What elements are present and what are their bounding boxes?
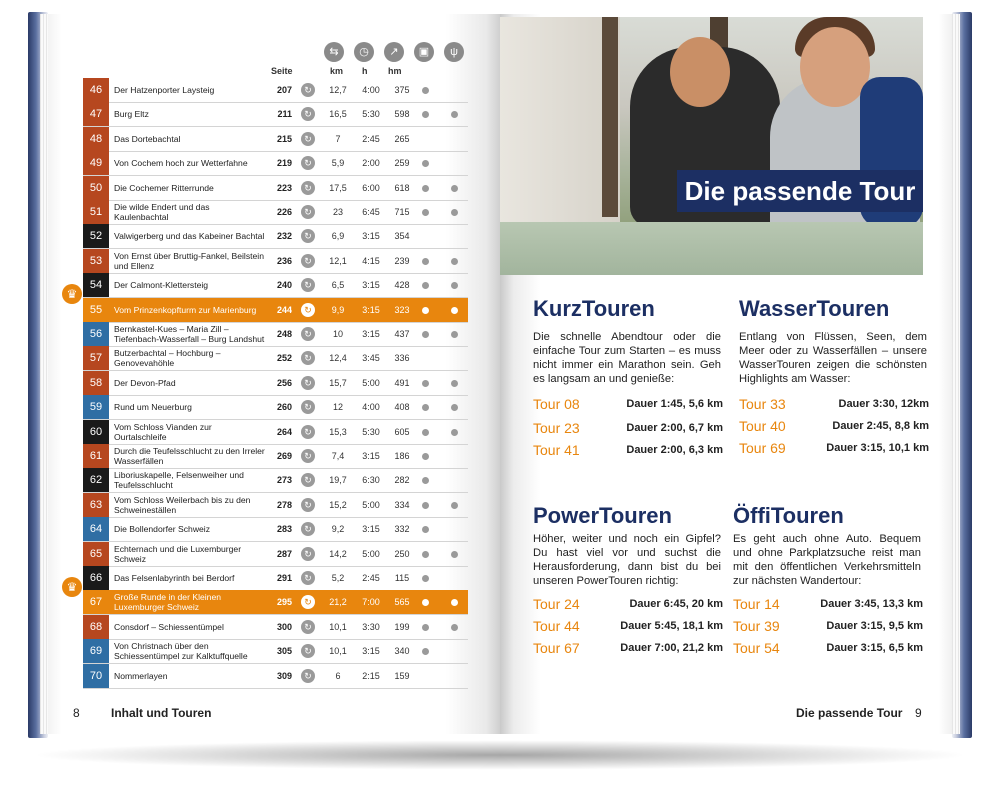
tour-page-number: 207 — [276, 85, 292, 95]
route-type-icon: ↻ — [301, 156, 315, 170]
route-type-icon: ↻ — [301, 376, 315, 390]
tour-name: Der Devon-Pfad — [114, 377, 176, 388]
tour-entry — [733, 596, 923, 616]
tour-entry — [733, 640, 923, 660]
tour-number-badge: 47 — [83, 102, 109, 126]
public-transport-dot — [422, 380, 429, 387]
tour-h: 2:45 — [362, 133, 380, 144]
tour-name: Vom Schloss Weilerbach bis zu den Schweineställen — [114, 494, 251, 515]
tour-row[interactable] — [83, 395, 468, 420]
restaurant-dot — [451, 111, 458, 118]
tour-hm: 265 — [394, 133, 410, 144]
tour-km: 14,2 — [329, 548, 347, 559]
route-type-icon: ↻ — [301, 303, 315, 317]
tour-hm: 332 — [394, 524, 410, 535]
tour-h: 3:15 — [362, 329, 380, 339]
tour-name: Große Runde in der Kleinen Luxemburger Schweiz — [114, 592, 222, 613]
tour-h: 3:15 — [362, 280, 380, 291]
tour-km: 15,2 — [329, 499, 347, 510]
col-header-h: h — [362, 66, 368, 76]
tour-km: 12 — [332, 402, 343, 413]
tour-duration: Dauer 3:15, 10,1 km — [826, 442, 929, 454]
tour-entry — [533, 442, 723, 462]
tour-number-badge: 63 — [83, 493, 109, 517]
tour-duration: Dauer 2:45, 8,8 km — [832, 420, 929, 432]
tour-km: 5,2 — [331, 573, 345, 583]
route-type-icon: ↻ — [301, 522, 315, 536]
tour-row[interactable] — [83, 517, 468, 542]
restaurant-dot — [451, 282, 458, 289]
tour-h: 2:45 — [362, 573, 380, 583]
tour-km: 12,1 — [329, 255, 347, 266]
tour-number-badge: 50 — [83, 176, 109, 200]
tour-hm: 605 — [394, 426, 410, 437]
tour-name: Die Bollendorfer Schweiz — [114, 524, 211, 535]
tour-km: 19,7 — [329, 475, 347, 486]
tour-h: 5:00 — [362, 548, 380, 559]
tour-name: Durch die Teufelsschlucht zu den Irreler Wasserfällen — [114, 446, 265, 466]
tour-number-badge: 59 — [83, 395, 109, 419]
tour-hm: 250 — [394, 548, 410, 559]
route-type-icon: ↻ — [301, 644, 315, 658]
route-type-icon: ↻ — [301, 254, 315, 268]
route-type-icon: ↻ — [301, 107, 315, 121]
tour-page-number: 256 — [276, 377, 292, 388]
public-transport-dot — [422, 526, 429, 533]
public-transport-dot — [422, 185, 429, 192]
tour-row[interactable] — [83, 176, 468, 201]
tour-km: 7,4 — [331, 451, 345, 461]
tour-hm: 186 — [394, 451, 410, 461]
right-page-number: 9 — [915, 706, 922, 720]
tour-page-number: 236 — [276, 255, 292, 266]
tour-page-number: 211 — [277, 109, 292, 120]
tour-hm: 408 — [394, 402, 410, 413]
tour-name: Der Calmont-Klettersteig — [114, 280, 209, 291]
tour-duration: Dauer 7:00, 21,2 km — [620, 642, 723, 654]
tour-duration: Dauer 3:30, 12km — [838, 398, 929, 410]
tour-name: Bernkastel-Kues – Maria Zill – Tiefenbach-Wasserfall – Burg Landshut — [114, 324, 265, 344]
tour-link[interactable]: Tour 24 — [533, 596, 580, 612]
tour-page-number: 244 — [276, 304, 292, 315]
route-type-icon: ↻ — [301, 83, 315, 97]
public-transport-dot — [422, 209, 429, 216]
route-type-icon: ↻ — [301, 132, 315, 146]
wassertouren-text: Entlang von Flüssen, Seen, dem Meer oder zu Wasserfällen – unsere WasserTouren zeigen die schönsten Highlights am Wasser: — [739, 331, 927, 385]
tour-h: 2:15 — [362, 670, 380, 681]
tour-row[interactable] — [83, 468, 468, 493]
public-transport-dot — [422, 258, 429, 265]
tour-duration: Dauer 3:15, 9,5 km — [826, 620, 923, 632]
tour-number-badge: 66 — [83, 566, 109, 590]
tour-number-badge: 62 — [83, 468, 109, 492]
route-type-icon: ↻ — [301, 620, 315, 634]
tour-row[interactable] — [83, 200, 468, 225]
tour-h: 4:00 — [362, 402, 380, 413]
col-header-hm: hm — [388, 66, 402, 76]
tour-page-number: 278 — [276, 499, 292, 510]
tour-name: Vom Prinzenkopfturm zur Marienburg — [114, 304, 257, 315]
tour-number-badge: 58 — [83, 371, 109, 395]
tour-number-badge: 51 — [83, 200, 109, 224]
tour-hm: 323 — [394, 304, 410, 315]
tour-hm: 334 — [394, 499, 410, 510]
clock-icon: ◷ — [354, 42, 374, 62]
hikers-photo — [500, 17, 923, 275]
tour-row[interactable] — [83, 78, 468, 103]
tour-row[interactable] — [83, 664, 468, 689]
tour-hm: 199 — [394, 621, 410, 632]
tour-duration: Dauer 3:45, 13,3 km — [820, 598, 923, 610]
tour-page-number: 252 — [276, 353, 292, 364]
tour-row[interactable] — [83, 346, 468, 371]
tour-row[interactable] — [83, 444, 468, 469]
tour-duration: Dauer 3:15, 6,5 km — [826, 642, 923, 654]
tour-hm: 565 — [394, 597, 410, 608]
restaurant-dot — [451, 185, 458, 192]
powertouren-title: PowerTouren — [533, 503, 672, 528]
tour-number-badge: 54 — [83, 273, 109, 297]
tour-row[interactable] — [83, 590, 468, 615]
tour-entry — [533, 618, 723, 638]
wassertouren-title: WasserTouren — [739, 296, 890, 321]
crown-icon: ♛ — [62, 577, 82, 597]
tour-row[interactable] — [83, 249, 468, 274]
tour-h: 3:15 — [362, 524, 380, 535]
tour-row[interactable] — [83, 615, 468, 640]
tour-name: Nommerlayen — [114, 670, 168, 681]
tour-name: Liboriuskapelle, Felsenweiher und Teufelsschlucht — [114, 470, 244, 491]
tour-link[interactable]: Tour 39 — [733, 618, 780, 634]
tour-link[interactable]: Tour 40 — [739, 418, 786, 434]
crown-icon: ♛ — [62, 284, 82, 304]
tour-duration: Dauer 2:00, 6,7 km — [626, 422, 723, 434]
route-type-icon: ↻ — [301, 425, 315, 439]
public-transport-dot — [422, 477, 429, 484]
route-type-icon: ↻ — [301, 595, 315, 609]
tour-page-number: 219 — [276, 158, 292, 169]
tour-name: Echternach und die Luxemburger Schweiz — [114, 543, 242, 564]
tour-hm: 715 — [394, 207, 410, 217]
right-footer-title: Die passende Tour — [796, 706, 903, 720]
tour-name: Das Dortebachtal — [114, 133, 181, 144]
restaurant-dot — [451, 551, 458, 558]
tour-km: 12,4 — [329, 353, 347, 364]
tour-number-badge: 48 — [83, 127, 109, 151]
tour-hm: 428 — [394, 280, 410, 291]
tour-duration: Dauer 1:45, 5,6 km — [626, 398, 723, 410]
tour-page-number: 273 — [276, 475, 292, 486]
tour-entry — [739, 440, 929, 460]
tour-entry — [533, 596, 723, 616]
tour-row[interactable] — [83, 298, 468, 323]
public-transport-dot — [422, 307, 429, 314]
tour-hm: 618 — [394, 182, 410, 193]
tour-row[interactable] — [83, 322, 468, 347]
tour-number-badge: 64 — [83, 517, 109, 541]
tour-hm: 437 — [394, 329, 410, 339]
tour-h: 6:45 — [362, 207, 380, 217]
tour-entry — [739, 418, 929, 438]
public-transport-dot — [422, 160, 429, 167]
public-transport-dot — [422, 282, 429, 289]
restaurant-dot — [451, 624, 458, 631]
photo-banner-title: Die passende Tour — [677, 170, 923, 212]
tour-name: Consdorf – Schiessentümpel — [114, 621, 224, 632]
restaurant-dot — [451, 331, 458, 338]
route-type-icon: ↻ — [301, 205, 315, 219]
public-transport-dot — [422, 551, 429, 558]
tour-link[interactable]: Tour 08 — [533, 396, 580, 412]
tour-name: Von Ernst über Bruttig-Fankel, Beilstein und Ellenz — [114, 250, 264, 271]
tour-entry — [533, 420, 723, 440]
powertouren-text: Höher, weiter und noch ein Gipfel? Du hast viel vor und suchst die Herausforderung, dann bist du bei unseren PowerTouren richtig: — [533, 533, 721, 587]
tour-hm: 491 — [394, 377, 410, 388]
tour-entry — [739, 396, 929, 416]
tour-km: 6,5 — [331, 280, 345, 291]
route-type-icon: ↻ — [301, 669, 315, 683]
tour-number-badge: 52 — [83, 224, 109, 248]
tour-duration: Dauer 2:00, 6,3 km — [626, 444, 723, 456]
kurztouren-text: Die schnelle Abendtour oder die einfache Tour zum Starten – es muss nicht immer ein Marathon sein. Geh es langsam an und genieße: — [533, 331, 721, 385]
tour-h: 5:00 — [362, 377, 380, 388]
tour-hm: 259 — [394, 158, 410, 169]
route-type-icon: ↻ — [301, 229, 315, 243]
tour-number-badge: 69 — [83, 639, 109, 663]
start-sign-icon: ⇆ — [324, 42, 344, 62]
route-type-icon: ↻ — [301, 547, 315, 561]
restaurant-dot — [451, 380, 458, 387]
tour-km: 17,5 — [329, 182, 347, 193]
restaurant-dot — [451, 307, 458, 314]
tour-hm: 340 — [394, 646, 410, 657]
tour-km: 10 — [332, 329, 343, 339]
tour-h: 3:15 — [362, 451, 380, 461]
tour-page-number: 215 — [276, 133, 292, 144]
tour-hm: 282 — [394, 475, 410, 486]
tour-h: 6:30 — [362, 475, 380, 486]
public-transport-dot — [422, 575, 429, 582]
tour-link[interactable]: Tour 14 — [733, 596, 780, 612]
tour-row[interactable] — [83, 273, 468, 298]
tour-name: Rund um Neuerburg — [114, 402, 192, 413]
tour-number-badge: 55 — [83, 298, 109, 322]
tour-number-badge: 57 — [83, 346, 109, 370]
tour-name: Das Felsenlabyrinth bei Berdorf — [114, 573, 235, 583]
tour-hm: 239 — [394, 255, 410, 266]
altitude-icon: ↗ — [384, 42, 404, 62]
tour-km: 15,3 — [329, 426, 347, 437]
left-footer-title: Inhalt und Touren — [111, 706, 212, 720]
route-type-icon: ↻ — [301, 498, 315, 512]
tour-row[interactable] — [83, 371, 468, 396]
public-transport-dot — [422, 502, 429, 509]
tour-link[interactable]: Tour 41 — [533, 442, 580, 458]
tour-row[interactable] — [83, 127, 468, 152]
tour-page-number: 248 — [276, 329, 292, 339]
tour-name: Burg Eltz — [114, 109, 149, 120]
tour-page-number: 283 — [276, 524, 292, 535]
tour-hm: 159 — [394, 670, 410, 681]
tour-page-number: 287 — [276, 548, 292, 559]
bus-icon: ▣ — [414, 42, 434, 62]
route-type-icon: ↻ — [301, 473, 315, 487]
tour-row[interactable] — [83, 493, 468, 518]
tour-h: 3:15 — [362, 646, 380, 657]
tour-h: 3:15 — [362, 304, 380, 315]
tour-entry — [733, 618, 923, 638]
tour-row[interactable] — [83, 151, 468, 176]
tour-km: 12,7 — [329, 85, 347, 95]
tour-km: 16,5 — [329, 109, 347, 120]
tour-h: 6:00 — [362, 182, 380, 193]
tour-name: Vom Schloss Vianden zur Ourtalschleife — [114, 421, 212, 442]
tour-link[interactable]: Tour 67 — [533, 640, 580, 656]
tour-name: Butzerbachtal – Hochburg – Genovevahöhle — [114, 348, 221, 369]
tour-hm: 354 — [394, 231, 410, 242]
tour-hm: 598 — [394, 109, 410, 120]
col-header-km: km — [330, 66, 344, 76]
tour-number-badge: 60 — [83, 420, 109, 444]
tour-km: 10,1 — [329, 646, 347, 657]
tour-km: 10,1 — [329, 621, 347, 632]
tour-name: Der Hatzenporter Laysteig — [114, 85, 215, 95]
tour-h: 3:15 — [362, 231, 380, 242]
public-transport-dot — [422, 624, 429, 631]
public-transport-dot — [422, 599, 429, 606]
tour-row[interactable] — [83, 102, 468, 127]
tour-number-badge: 61 — [83, 444, 109, 468]
left-page-number: 8 — [73, 706, 80, 720]
tour-page-number: 232 — [276, 231, 292, 242]
tour-name: Von Christnach über den Schiessentümpel zur Kalktuffquelle — [114, 641, 248, 662]
public-transport-dot — [422, 453, 429, 460]
tour-link[interactable]: Tour 69 — [739, 440, 786, 456]
route-type-icon: ↻ — [301, 351, 315, 365]
tour-km: 7 — [335, 133, 341, 144]
tour-name: Valwigerberg und das Kabeiner Bachtal — [114, 231, 265, 242]
book-shadow — [30, 740, 970, 770]
tour-page-number: 291 — [276, 573, 292, 583]
public-transport-dot — [422, 429, 429, 436]
public-transport-dot — [422, 111, 429, 118]
restaurant-dot — [451, 429, 458, 436]
tour-km: 9,9 — [331, 304, 345, 315]
route-type-icon: ↻ — [301, 400, 315, 414]
route-type-icon: ↻ — [301, 278, 315, 292]
tour-row[interactable] — [83, 566, 468, 591]
restaurant-dot — [451, 404, 458, 411]
tour-number-badge: 68 — [83, 615, 109, 639]
tour-row[interactable] — [83, 542, 468, 567]
tour-km: 6 — [335, 670, 341, 681]
tour-h: 2:00 — [362, 158, 380, 169]
tour-link[interactable]: Tour 44 — [533, 618, 580, 634]
tour-km: 15,7 — [329, 377, 347, 388]
oeffitouren-title: ÖffiTouren — [733, 503, 844, 528]
tour-h: 4:00 — [362, 85, 380, 95]
tour-page-number: 305 — [276, 646, 292, 657]
tour-h: 4:15 — [362, 255, 380, 266]
tour-km: 6,9 — [331, 231, 345, 242]
route-type-icon: ↻ — [301, 449, 315, 463]
restaurant-dot — [451, 209, 458, 216]
tour-number-badge: 56 — [83, 322, 109, 346]
tour-page-number: 264 — [276, 426, 292, 437]
public-transport-dot — [422, 331, 429, 338]
restaurant-dot — [451, 599, 458, 606]
tour-h: 5:30 — [362, 426, 380, 437]
col-header-seite: Seite — [271, 66, 293, 76]
tour-km: 21,2 — [329, 597, 347, 608]
tour-h: 5:00 — [362, 499, 380, 510]
tour-number-badge: 46 — [83, 78, 109, 102]
tour-hm: 375 — [394, 85, 410, 95]
tour-name: Die wilde Endert und das Kaulenbachtal — [114, 202, 210, 222]
tour-page-number: 269 — [276, 451, 292, 461]
route-type-icon: ↻ — [301, 571, 315, 585]
tour-number-badge: 53 — [83, 249, 109, 273]
tour-page-number: 226 — [276, 207, 292, 217]
tour-entry — [533, 396, 723, 416]
route-type-icon: ↻ — [301, 327, 315, 341]
tour-link[interactable]: Tour 54 — [733, 640, 780, 656]
tour-number-badge: 67 — [83, 590, 109, 614]
route-type-icon: ↻ — [301, 181, 315, 195]
tour-entry — [533, 640, 723, 660]
public-transport-dot — [422, 404, 429, 411]
tour-row[interactable] — [83, 639, 468, 664]
public-transport-dot — [422, 87, 429, 94]
tour-h: 7:00 — [362, 597, 380, 608]
tour-h: 3:30 — [362, 621, 380, 632]
tour-link[interactable]: Tour 33 — [739, 396, 786, 412]
tour-name: Die Cochemer Ritterrunde — [114, 182, 214, 193]
tour-page-number: 295 — [276, 597, 292, 608]
tour-number-badge: 49 — [83, 151, 109, 175]
kurztouren-title: KurzTouren — [533, 296, 655, 321]
tour-duration: Dauer 5:45, 18,1 km — [620, 620, 723, 632]
tour-row[interactable] — [83, 420, 468, 445]
tour-number-badge: 65 — [83, 542, 109, 566]
tour-h: 5:30 — [362, 109, 380, 120]
tour-duration: Dauer 6:45, 20 km — [629, 598, 723, 610]
tour-row[interactable] — [83, 224, 468, 249]
tour-km: 5,9 — [331, 158, 345, 169]
tour-page-number: 309 — [276, 670, 292, 681]
tour-page-number: 300 — [276, 621, 292, 632]
tour-h: 3:45 — [362, 353, 380, 364]
public-transport-dot — [422, 648, 429, 655]
tour-name: Von Cochem hoch zur Wetterfahne — [114, 158, 248, 169]
fork-knife-icon: ψ — [444, 42, 464, 62]
tour-link[interactable]: Tour 23 — [533, 420, 580, 436]
tour-hm: 115 — [394, 573, 410, 583]
restaurant-dot — [451, 502, 458, 509]
restaurant-dot — [451, 258, 458, 265]
oeffitouren-text: Es geht auch ohne Auto. Bequem und ohne Parkplatzsuche reist man mit den öffentlichen Verkehrsmitteln zur nächsten Wandertour: — [733, 533, 921, 587]
tour-page-number: 223 — [276, 182, 292, 193]
tour-number-badge: 70 — [83, 664, 109, 688]
tour-km: 23 — [332, 207, 343, 217]
tour-page-number: 240 — [276, 280, 292, 291]
tour-hm: 336 — [394, 353, 410, 364]
tour-km: 9,2 — [331, 524, 345, 535]
tour-page-number: 260 — [276, 402, 292, 413]
